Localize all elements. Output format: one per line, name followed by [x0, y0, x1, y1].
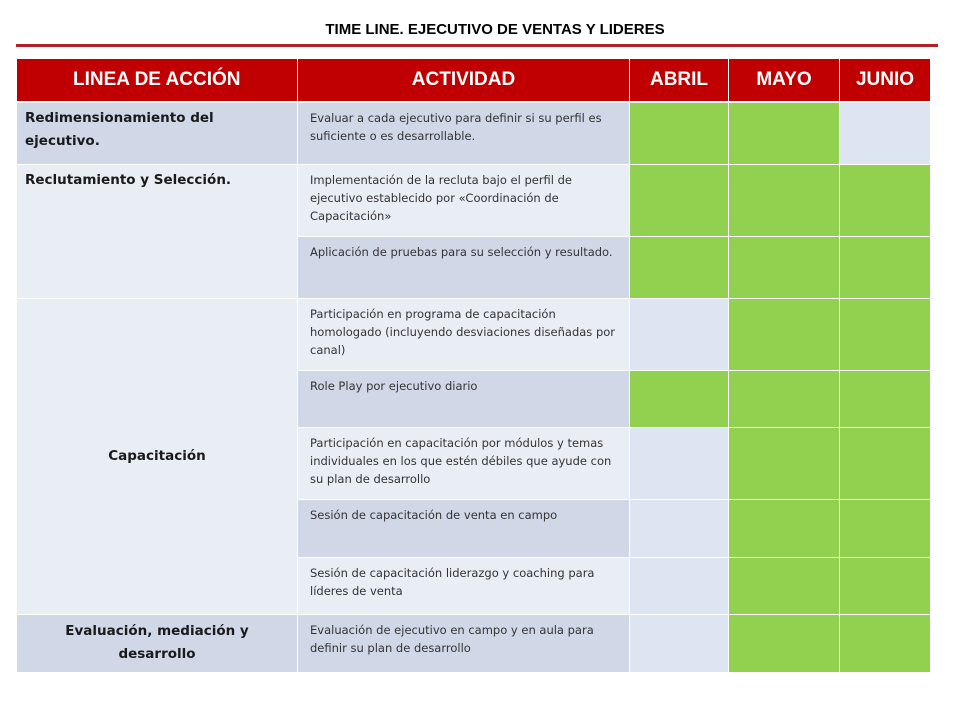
timeline-table — [16, 59, 931, 673]
mayo-cell — [729, 298, 840, 370]
linea-redimensionamiento: Redimensionamiento del ejecutivo. — [17, 102, 298, 164]
activity-cell: Participación en capacitación por módulos y temas individuales en los que estén débiles que ayude con su plan de desarrollo — [298, 427, 630, 499]
mayo-cell — [729, 164, 840, 236]
junio-cell — [840, 102, 931, 164]
title-divider — [16, 44, 938, 47]
linea-reclutamiento: Reclutamiento y Selección. — [17, 164, 298, 298]
junio-cell — [840, 427, 931, 499]
abril-cell — [630, 427, 729, 499]
mayo-cell — [729, 427, 840, 499]
abril-cell — [630, 370, 729, 427]
abril-cell — [630, 557, 729, 614]
header-row — [17, 59, 931, 102]
mayo-cell — [729, 557, 840, 614]
table-row — [17, 614, 931, 672]
mayo-cell — [729, 102, 840, 164]
junio-cell — [840, 164, 931, 236]
table-row — [17, 164, 931, 236]
abril-cell — [630, 499, 729, 557]
junio-cell — [840, 499, 931, 557]
table-row — [17, 298, 931, 370]
table-row — [17, 102, 931, 164]
abril-cell — [630, 614, 729, 672]
linea-evaluacion: Evaluación, mediación y desarrollo — [17, 614, 298, 672]
mayo-cell — [729, 236, 840, 298]
header-junio: JUNIO — [840, 59, 931, 102]
activity-cell: Role Play por ejecutivo diario — [298, 370, 630, 427]
junio-cell — [840, 370, 931, 427]
activity-cell: Evaluar a cada ejecutivo para definir si su perfil es suficiente o es desarrollable. — [298, 102, 630, 164]
activity-cell: Sesión de capacitación de venta en campo — [298, 499, 630, 557]
activity-cell: Implementación de la recluta bajo el perfil de ejecutivo establecido por «Coordinación de Capacitación» — [298, 164, 630, 236]
header-linea-de-accion: LINEA DE ACCIÓN — [17, 59, 298, 102]
header-mayo: MAYO — [729, 59, 840, 102]
linea-capacitacion: Capacitación — [17, 298, 298, 614]
mayo-cell — [729, 499, 840, 557]
junio-cell — [840, 298, 931, 370]
abril-cell — [630, 102, 729, 164]
activity-cell: Participación en programa de capacitación homologado (incluyendo desviaciones diseñadas por canal) — [298, 298, 630, 370]
abril-cell — [630, 298, 729, 370]
junio-cell — [840, 236, 931, 298]
abril-cell — [630, 164, 729, 236]
junio-cell — [840, 557, 931, 614]
abril-cell — [630, 236, 729, 298]
activity-cell: Sesión de capacitación liderazgo y coaching para líderes de venta — [298, 557, 630, 614]
header-actividad: ACTIVIDAD — [298, 59, 630, 102]
mayo-cell — [729, 370, 840, 427]
activity-cell: Aplicación de pruebas para su selección y resultado. — [298, 236, 630, 298]
junio-cell — [840, 614, 931, 672]
page-title: TIME LINE. EJECUTIVO DE VENTAS Y LIDERES — [325, 21, 665, 38]
activity-cell: Evaluación de ejecutivo en campo y en aula para definir su plan de desarrollo — [298, 614, 630, 672]
header-abril: ABRIL — [630, 59, 729, 102]
mayo-cell — [729, 614, 840, 672]
